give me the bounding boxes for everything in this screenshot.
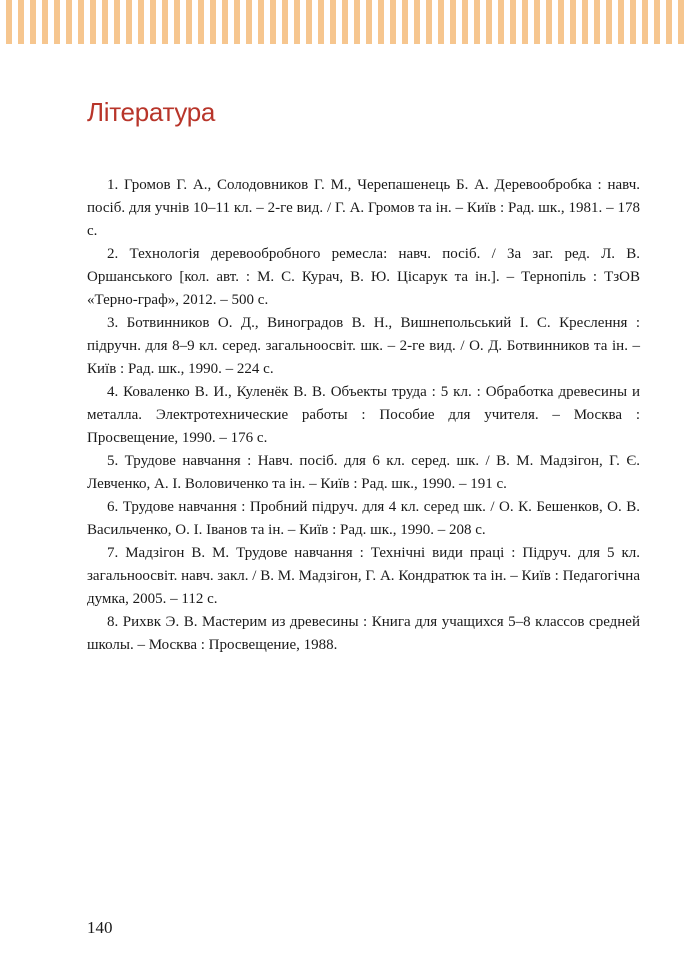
reference-list [87,174,640,657]
reference-item: 4. Коваленко В. И., Куленёк В. В. Объекты труда : 5 кл. : Обработка древесины и металла. Электротехнические работы : Пособие для учителя. – Москва : Просвещение, 1990. – 176 с. [87,384,640,446]
reference-item: 3. Ботвинников О. Д., Виноградов В. Н., Вишнепольський І. С. Креслення : підручн. для 8–9 кл. серед. загальноосвіт. шк. – 2-ге вид. / О. Д. Ботвинников та ін. – Київ : Рад. шк., 1990. – 224 с. [87,315,640,377]
page-title: Література [87,97,216,127]
reference-item: 7. Мадзігон В. М. Трудове навчання : Технічні види праці : Підруч. для 5 кл. загальноосвіт. навч. закл. / В. М. Мадзігон, Г. А. Кондратюк та ін. – Київ : Педагогічна думка, 2005. – 112 с. [87,545,640,607]
decorative-stripe-header [0,0,690,44]
reference-item: 6. Трудове навчання : Пробний підруч. для 4 кл. серед шк. / О. К. Бешенков, О. В. Васильченко, О. І. Іванов та ін. – Київ : Рад. шк., 1990. – 208 с. [87,499,640,538]
reference-item: 1. Громов Г. А., Солодовников Г. М., Черепашенець Б. А. Деревообробка : навч. посіб. для учнів 10–11 кл. – 2-ге вид. / Г. А. Громов та ін. – Київ : Рад. шк., 1981. – 178 с. [87,177,640,239]
reference-item: 5. Трудове навчання : Навч. посіб. для 6 кл. серед. шк. / В. М. Мадзігон, Г. Є. Левченко, А. І. Воловиченко та ін. – Київ : Рад. шк., 1990. – 191 с. [87,453,640,492]
page-number: 140 [87,918,113,937]
reference-item: 2. Технологія деревообробного ремесла: навч. посіб. / За заг. ред. Л. В. Оршанського [кол. авт. : М. С. Курач, В. Ю. Цісарук та ін.]. – Тернопіль : ТзОВ «Терно-граф», 2012. – 500 с. [87,246,640,308]
reference-item: 8. Рихвк Э. В. Мастерим из древесины : Книга для учащихся 5–8 классов средней школы. – Москва : Просвещение, 1988. [87,614,640,653]
